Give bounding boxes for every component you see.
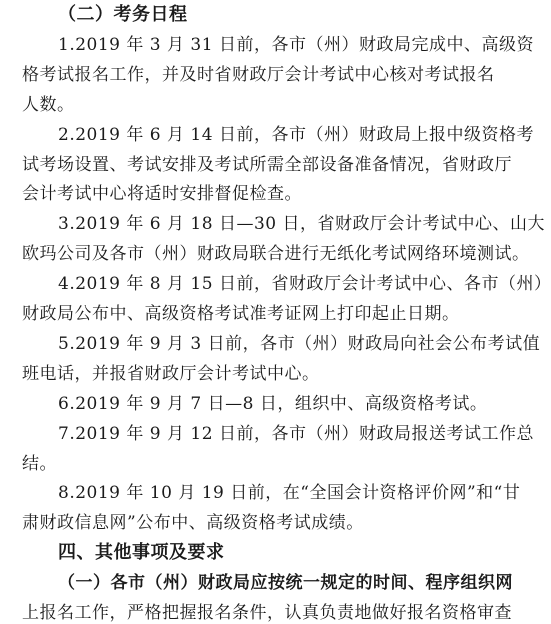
paragraph-line: 4.2019 年 8 月 15 日前，省财政厅会计考试中心、各市（州） xyxy=(58,274,551,294)
paragraph-line: 欧玛公司及各市（州）财政局联合进行无纸化考试网络环境测试。 xyxy=(22,244,530,264)
paragraph-line: 结。 xyxy=(22,454,57,474)
paragraph-line: 上报名工作，严格把握报名条件，认真负责地做好报名资格审查 xyxy=(22,603,512,623)
section-heading-other: 四、其他事项及要求 xyxy=(58,542,225,563)
paragraph-line: 格考试报名工作，并及时省财政厅会计考试中心核对考试报名 xyxy=(22,65,495,85)
paragraph-line: 肃财政信息网”公布中、高级资格考试成绩。 xyxy=(22,513,364,533)
paragraph-line: 3.2019 年 6 月 18 日—30 日，省财政厅会计考试中心、山大 xyxy=(58,214,545,234)
paragraph-line: 会计考试中心将适时安排督促检查。 xyxy=(22,184,302,204)
paragraph-line: 7.2019 年 9 月 12 日前，各市（州）财政局报送考试工作总 xyxy=(58,424,534,444)
paragraph-line: 试考场设置、考试安排及考试所需全部设备准备情况，省财政厅 xyxy=(22,155,512,175)
paragraph-line: 5.2019 年 9 月 3 日前，各市（州）财政局向社会公布考试值 xyxy=(58,334,541,354)
sub-heading-1: （一）各市（州）财政局应按统一规定的时间、程序组织网 xyxy=(58,573,513,593)
section-heading-schedule: （二）考务日程 xyxy=(58,4,188,25)
paragraph-line: 8.2019 年 10 月 19 日前，在“全国会计资格评价网”和“甘 xyxy=(58,483,521,503)
paragraph-line: 2.2019 年 6 月 14 日前，各市（州）财政局上报中级资格考 xyxy=(58,125,534,145)
paragraph-line: 人数。 xyxy=(22,95,75,115)
paragraph-line: 财政局公布中、高级资格考试准考证网上打印起止日期。 xyxy=(22,304,460,324)
paragraph-line: 1.2019 年 3 月 31 日前，各市（州）财政局完成中、高级资 xyxy=(58,35,534,55)
paragraph-line: 6.2019 年 9 月 7 日—8 日，组织中、高级资格考试。 xyxy=(58,394,488,414)
paragraph-line: 班电话，并报省财政厅会计考试中心。 xyxy=(22,364,320,384)
